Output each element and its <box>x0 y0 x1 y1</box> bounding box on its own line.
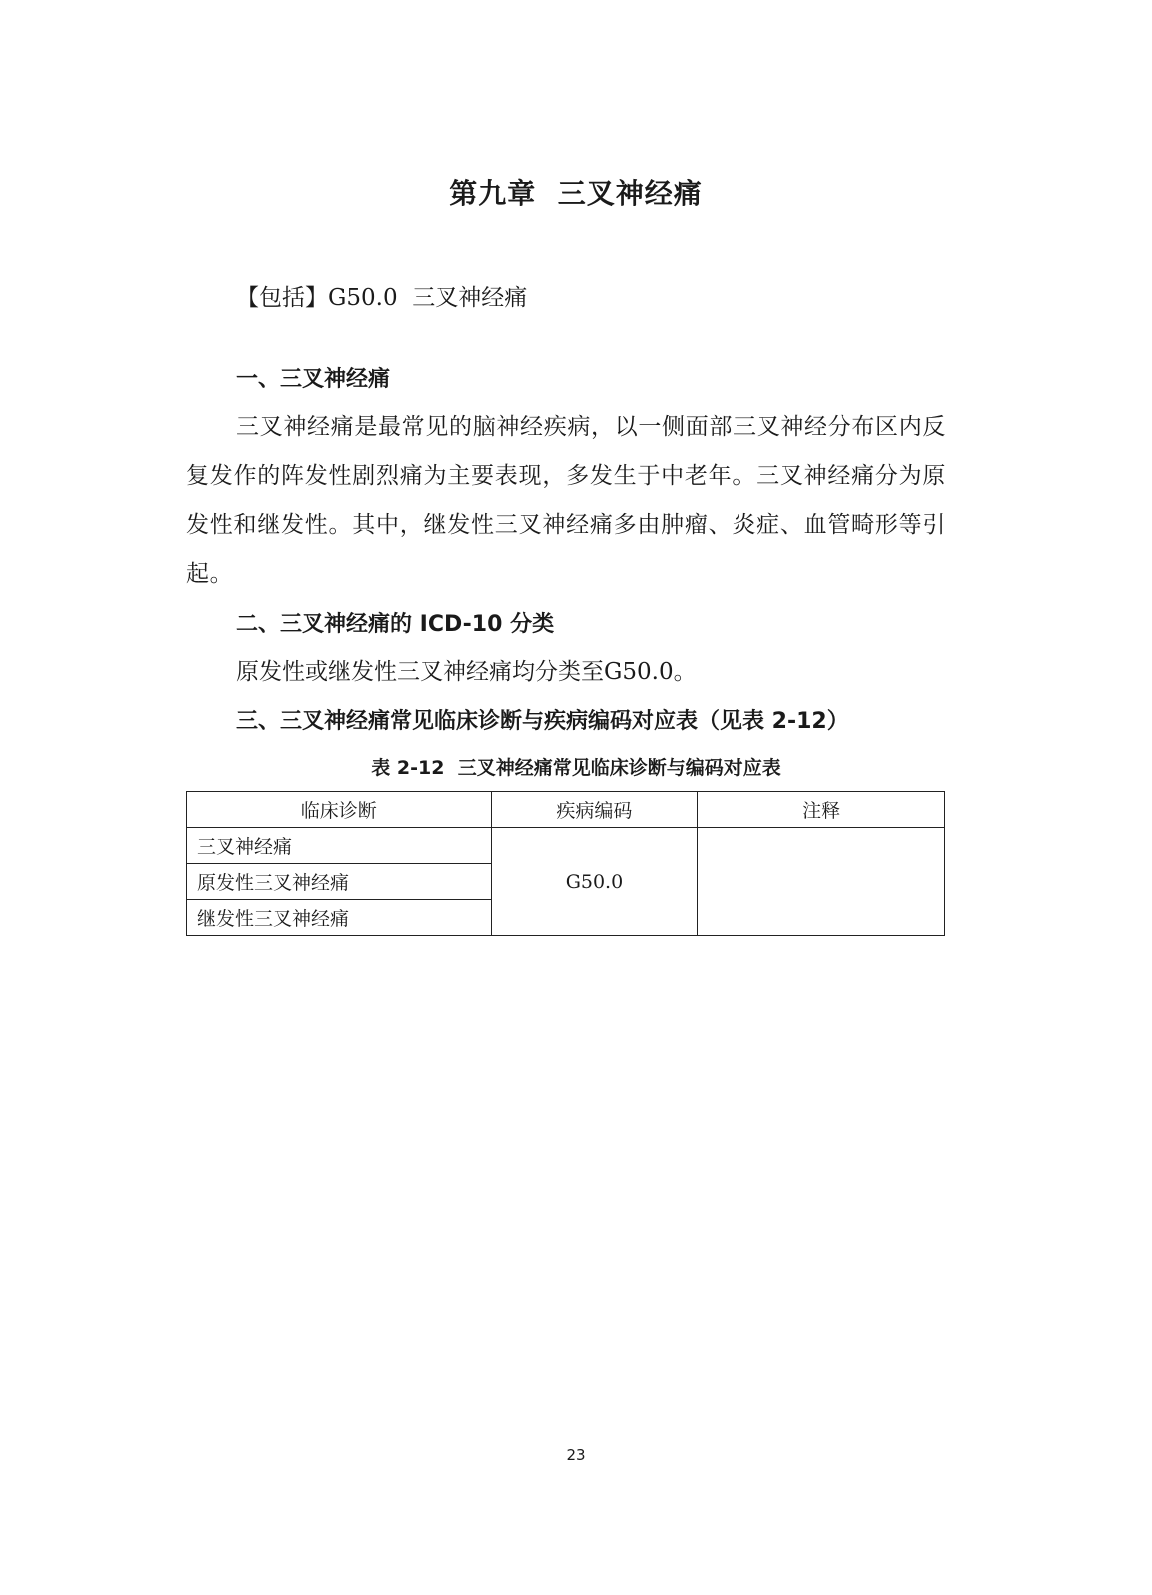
section-1-paragraph: 三叉神经痛是最常见的脑神经疾病，以一侧面部三叉神经分布区内反复发作的阵发性剧烈痛为主要表现，多发生于中老年。三叉神经痛分为原发性和继发性。其中，继发性三叉神经痛多由肿瘤、炎症、血管畸形等引起。 <box>186 414 946 587</box>
table-caption: 表 2-12 三叉神经痛常见临床诊断与编码对应表 <box>371 757 781 779</box>
section-3-heading: 三、三叉神经痛常见临床诊断与疾病编码对应表（见表 2-12） <box>236 709 849 734</box>
chapter-title: 第九章 三叉神经痛 <box>449 177 703 210</box>
header-notes: 注释 <box>698 792 945 828</box>
section-2-heading: 二、三叉神经痛的 ICD-10 分类 <box>236 612 555 637</box>
disease-code-cell: G50.0 <box>491 828 698 936</box>
header-clinical-diagnosis: 临床诊断 <box>187 792 492 828</box>
page-number: 23 <box>566 1446 586 1464</box>
section-1-heading: 一、三叉神经痛 <box>236 367 391 392</box>
notes-cell <box>698 828 945 936</box>
diagnosis-cell: 继发性三叉神经痛 <box>187 900 492 936</box>
section-2-paragraph: 原发性或继发性三叉神经痛均分类至G50.0。 <box>236 659 697 685</box>
header-disease-code: 疾病编码 <box>491 792 698 828</box>
table-header-row <box>187 792 945 828</box>
includes-line: 【包括】G50.0 三叉神经痛 <box>236 285 528 311</box>
diagnosis-cell: 三叉神经痛 <box>187 828 492 864</box>
diagnosis-code-table <box>186 791 945 936</box>
diagnosis-cell: 原发性三叉神经痛 <box>187 864 492 900</box>
table-row <box>187 828 945 864</box>
